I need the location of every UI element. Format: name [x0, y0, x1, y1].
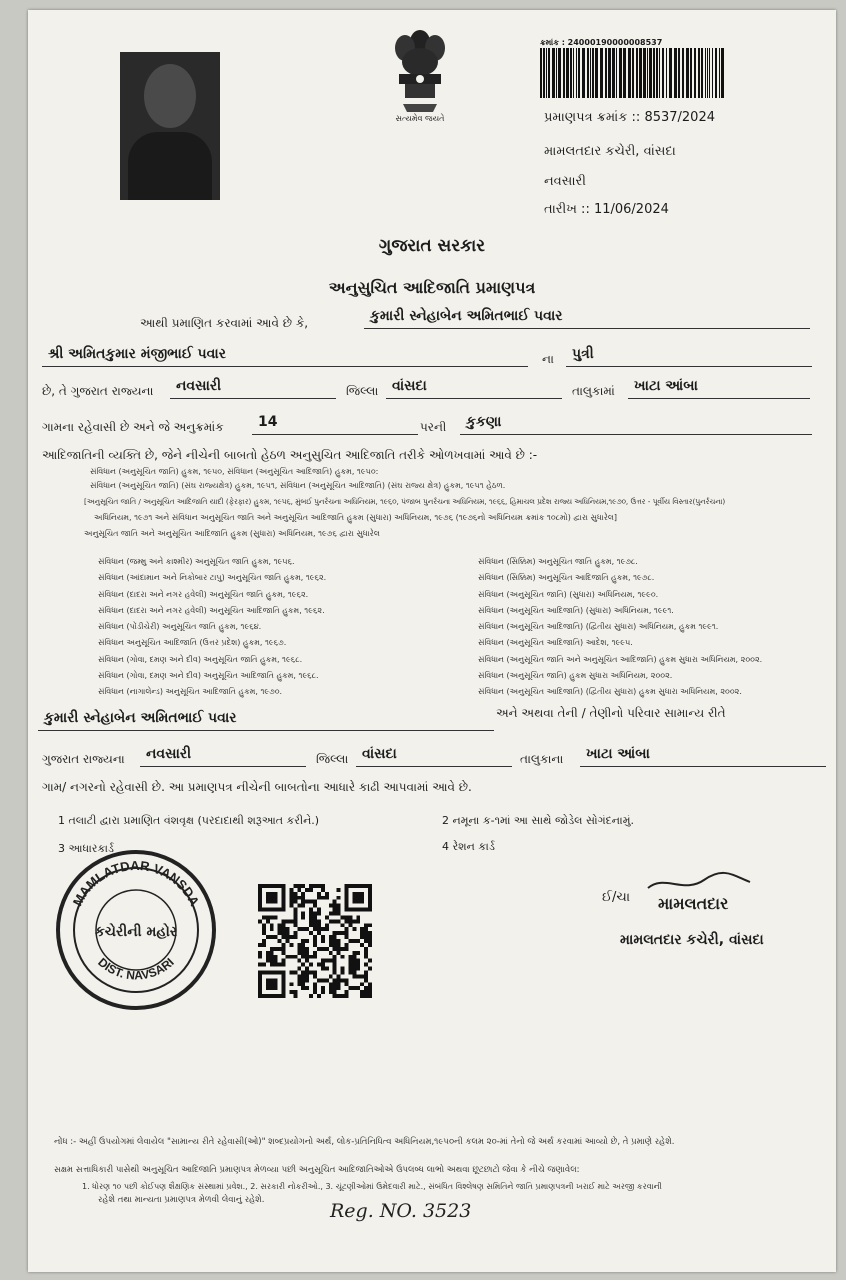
issuing-office: મામલતદાર કચેરી, વાંસદા	[544, 144, 676, 159]
certify-label: આથી પ્રમાણિત કરવામાં આવે છે કે,	[140, 316, 309, 330]
order-item: સંવિધાન (સિક્કિમ) અનુસૂચિત આદિજાતિ હુકમ, ૧૯૭૮.	[478, 573, 655, 583]
order-item: સંવિધાન (અનુસૂચિત આદિજાતિ) (દ્વિતીય સુધારા) હુકમ સુધારા અધિનિયમ, ૨૦૦૨.	[478, 687, 742, 697]
note-text: રહેશે તથા માન્યતા પ્રમાણપત્ર મેળવી લેવાનું રહેશે.	[98, 1195, 265, 1205]
barcode-number: ક્રમાંક : 24000190000008537	[540, 38, 663, 47]
order-item: સંવિધાન (દાદરા અને નગર હવેલી) અનુસૂચિત જાતિ હુકમ, ૧૯૬૨.	[98, 589, 309, 599]
resident-label: ગામના રહેવાસી છે અને જે અનુક્રમાંક	[42, 420, 224, 434]
residence-village-value: ખાટા આંબા	[580, 746, 826, 767]
order-item: સંવિધાન (સિક્કિમ) અનુસૂચિત જાતિ હુકમ, ૧૯૭૮.	[478, 557, 638, 566]
order-line: સંવિધાન (અનુસૂચિત જાતિ) હુકમ, ૧૯૫૦, સંવિધાન (અનુસૂચિત આદિજાતિ) હુકમ, ૧૯૫૦:	[90, 467, 379, 476]
order-line: [અનુસૂચિત જાતિ / અનુસૂચિત આદિજાતિ યાદી (ફેરફાર) હુકમ, ૧૯૫૬, મુંબઈ પુનર્રચના અધિનિયમ, ૧૯૬૦, પંજાબ પુનર્રચના અધિનિયમ, ૧૯૬૬, હિમાચલ પ્રદેશ રાજ્ય અધિનિયમ,૧૯૭૦, ઉત્તર - પૂર્વીય વિસ્તાર(પુનર્રચના)	[84, 497, 726, 506]
applicant-photo	[120, 52, 220, 200]
seal-bottom-text: DIST. NAVSARI	[95, 955, 177, 983]
order-line: અધિનિયમ, ૧૯૭૧ અને સંવિધાન અનુસૂચિત જાતિ અને અનુસૂચિત આદિજાતિ હુકમ (સુધારા) અધિનિયમ, ૧૯૭૬ (૧૯૭૬નો અધિનિયમ ક્રમાંક ૧૦૮મો) દ્વારા સુધારેલ]	[94, 513, 618, 522]
taluka-label: તાલુકામાં	[572, 384, 615, 398]
orders-left-column	[98, 554, 326, 701]
residence-applicant-name: કુમારી સ્નેહાબેન અમિતભાઈ પવાર	[38, 710, 494, 731]
order-item: સંવિધાન (નાગાલેન્ડ) અનુસૂચિત આદિજાતિ હુકમ, ૧૯૭૦.	[98, 687, 283, 697]
order-item: સંવિધાન (અનુસૂચિત જાતિ) (સુધારા) અધિનિયમ, ૧૯૯૦.	[478, 589, 659, 599]
seal-center-text: કચેરીની મહોર	[94, 924, 178, 940]
order-item: સંવિધાન (ગોવા, દમણ અને દીવ) અનુસૂચિત જાતિ હુકમ, ૧૯૬૮.	[98, 654, 303, 664]
order-item: સંવિધાન (દાદરા અને નગર હવેલી) અનુસૂચિત આદિજાતિ હુકમ, ૧૯૬૨.	[98, 605, 325, 615]
government-title: ગુજરાત સરકાર	[378, 236, 486, 256]
order-item: સંવિધાન (આંદામાન અને નિકોબાર ટાપુ) અનુસૂચિત જાતિ હુકમ, ૧૯૬૨.	[98, 573, 327, 583]
village-value: ખાટા આંબા	[628, 378, 810, 399]
residence-district-label: જિલ્લા	[316, 752, 349, 766]
order-line: સંવિધાન (અનુસૂચિત જાતિ) (સંઘ રાજ્યક્ષેત્ર) હુકમ, ૧૯૫૧, સંવિધાન (અનુસૂચિત આદિજાતિ) (સંઘ રાજ્ય ક્ષેત્ર) હુકમ, ૧૯૫૧ હેઠળ.	[90, 481, 506, 490]
certificate-page	[28, 10, 836, 1272]
father-name: શ્રી અમિતકુમાર મંજીભાઈ પવાર	[42, 346, 528, 367]
of-label: ના	[542, 352, 554, 366]
above-label: પરની	[420, 420, 447, 434]
district-value: નવસારી	[170, 378, 336, 399]
handwritten-registration: Reg. NO. 3523	[330, 1200, 472, 1222]
order-item: સંવિધાન (અનુસૂચિત જાતિ) હુકમ સુધારા અધિનિયમ, ૨૦૦૨.	[478, 671, 673, 681]
certificate-number: પ્રમાણપત્ર ક્રમાંક :: 8537/2024	[544, 110, 715, 125]
signatory-title: મામલતદાર	[658, 894, 729, 913]
svg-text:DIST. NAVSARI	[95, 955, 176, 983]
district-label: જિલ્લા	[346, 384, 379, 398]
national-emblem-icon	[383, 24, 457, 124]
office-seal-icon	[54, 848, 218, 1012]
residence-taluka-label: તાલુકાના	[520, 752, 564, 766]
barcode-icon	[540, 48, 726, 98]
signature-prefix: ઈ/ચા	[602, 890, 631, 905]
basis-statement: ગામ/ નગરનો રહેવાસી છે. આ પ્રમાણપત્ર નીચેની બાબતોના આધારે કાઢી આપવામાં આવે છે.	[42, 780, 472, 794]
certificate-title: અનુસુચિત આદિજાતિ પ્રમાણપત્ર	[328, 278, 536, 297]
residence-state-label: ગુજરાત રાજ્યના	[42, 752, 125, 766]
note-text: 1. ધોરણ ૧૦ પછી કોઈપણ શૈક્ષણિક સંસ્થામાં પ્રવેશ., 2. સરકારી નોકરીઓ., 3. ચૂંટણીઓમાં ઉમેદવારી માટે., સંબંધિત વિશ્લેષણ સમિતિને જાતિ પ્રમાણપત્રની ખરાઈ માટે અરજી કરવાની	[82, 1182, 662, 1191]
order-item: સંવિધાન (જમ્મુ અને કાશ્મીર) અનુસૂચિત જાતિ હુકમ, ૧૯૫૬.	[98, 557, 295, 566]
family-label: અને અથવા તેની / તેણીનો પરિવાર સામાન્ય રીતે	[496, 706, 726, 720]
order-item: સંવિધાન (અનુસૂચિત આદિજાતિ) આદેશ, ૧૯૯૫.	[478, 638, 633, 648]
orders-right-column	[478, 554, 762, 701]
residence-district-value: નવસારી	[140, 746, 306, 767]
state-label: છે, તે ગુજરાત રાજ્યના	[42, 384, 154, 398]
issuing-district: નવસારી	[544, 174, 586, 189]
tribe-statement: આદિજાતિની વ્યક્તિ છે, જેને નીચેની બાબતો હેઠળ અનુસુચિત આદિજાતિ તરીકે ઓળખવામાં આવે છે :-	[42, 448, 538, 462]
seal-top-text: MAMLATDAR VANSDA	[69, 857, 203, 909]
applicant-name: કુમારી સ્નેહાબેન અમિતભાઈ પવાર	[364, 308, 810, 329]
relation: પુત્રી	[566, 346, 812, 367]
signatory-office: મામલતદાર કચેરી, વાંસદા	[620, 932, 764, 948]
order-item: સંવિધાન (અનુસૂચિત આદિજાતિ) (સુધારા) અધિનિયમ, ૧૯૯૧.	[478, 605, 674, 615]
document-item: 3 આધારકાર્ડ	[58, 842, 114, 855]
note-text: નોંધ :- અહીં ઉપયોગમાં લેવાયેલ "સામાન્ય રીતે રહેવાસી(ઓ)" શબ્દપ્રયોગનો અર્થ, લોક-પ્રતિનિધિત્વ અધિનિયમ,૧૯૫૦ની કલમ ૨૦-માં તેનો જે અર્થ કરવામાં આવ્યો છે, તે પ્રમાણે રહેશે.	[54, 1137, 675, 1147]
document-item: 1 તલાટી દ્વારા પ્રમાણિત વંશવૃક્ષ (પરદાદાથી શરૂઆત કરીને.)	[58, 814, 320, 827]
order-item: સંવિધાન (પોંડીચેરી) અનુસૂચિત જાતિ હુકમ, ૧૯૬૪.	[98, 622, 262, 632]
order-item: સંવિધાન અનુસૂચિત આદિજાતિ (ઉત્તર પ્રદેશ) હુકમ, ૧૯૬૭.	[98, 638, 287, 648]
serial-number: 14	[252, 414, 418, 435]
emblem-motto: સત્યમેવ જયતે	[395, 114, 445, 123]
issue-date: તારીખ :: 11/06/2024	[544, 202, 669, 217]
order-item: સંવિધાન (અનુસૂચિત આદિજાતિ) (દ્વિતીય સુધારા) અધિનિયમ, હુકમ ૧૯૯૧.	[478, 622, 719, 632]
order-item: સંવિધાન (અનુસૂચિત જાતિ અને અનુસૂચિત આદિજાતિ) હુકમ સુધારા અધિનિયમ, ૨૦૦૨.	[478, 654, 763, 664]
document-item: 2 નમૂના ક-૧માં આ સાથે જોડેલ સોગંદનામું.	[442, 814, 634, 827]
document-item: 4 રેશન કાર્ડ	[442, 840, 495, 853]
qr-code-icon	[258, 884, 372, 998]
note-text: સક્ષમ સત્તાધિકારી પાસેથી અનુસૂચિત આદિજાતિ પ્રમાણપત્ર મેળવ્યા પછી અનુસૂચિત આદિજાતિઓએ ઉપલબ્ધ લાભો અથવા છૂટછાટો જેવા કે નીચે જણાવેલ:	[54, 1165, 580, 1175]
taluka-value: વાંસદા	[386, 378, 562, 399]
tribe-name: કુકણા	[460, 414, 812, 435]
residence-taluka-value: વાંસદા	[356, 746, 512, 767]
order-line: અનુસૂચિત જાતિ અને અનુસૂચિત આદિજાતિ હુકમ (સુધારા) અધિનિયમ, ૧૯૭૬ દ્વારા સુધારેલ	[84, 529, 380, 538]
order-item: સંવિધાન (ગોવા, દમણ અને દીવ) અનુસૂચિત આદિજાતિ હુકમ, ૧૯૬૮.	[98, 671, 319, 681]
